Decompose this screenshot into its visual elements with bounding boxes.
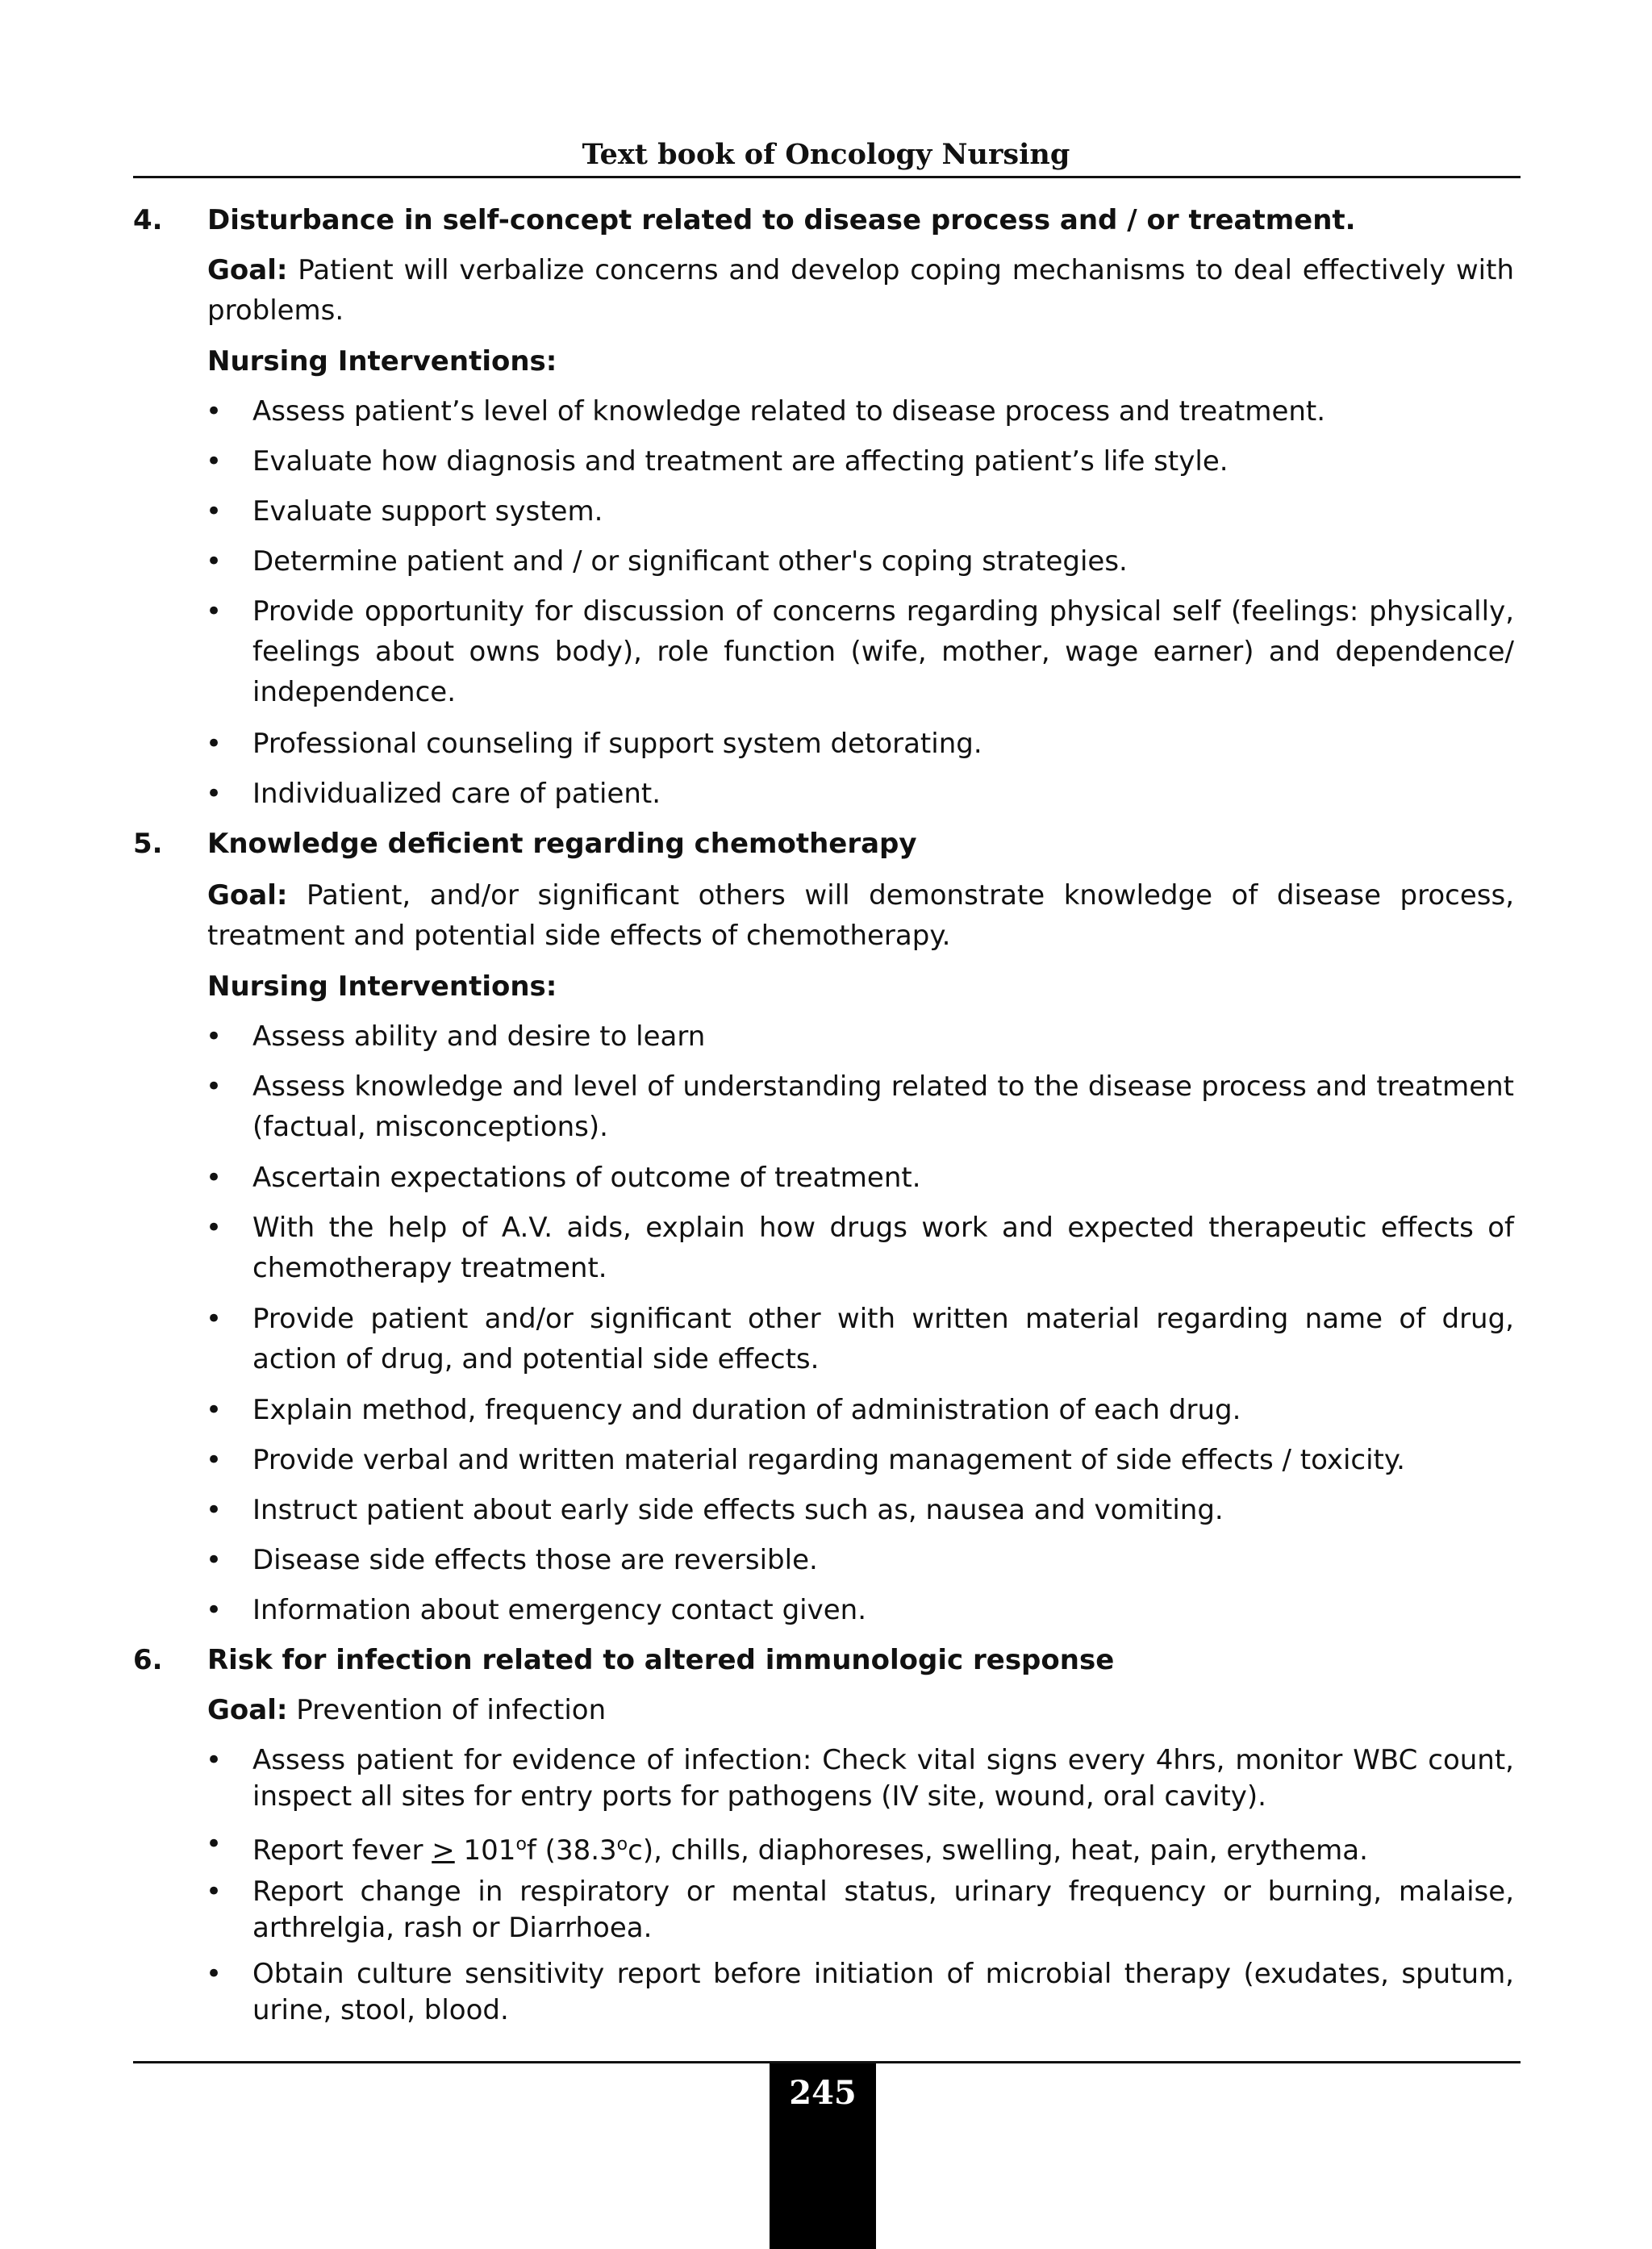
interventions-heading-4: Nursing Interventions: <box>207 345 557 378</box>
list-item <box>207 1208 1514 1288</box>
list-item <box>207 391 1514 432</box>
bullet-icon: • <box>206 445 223 478</box>
section-number: 4. <box>133 204 163 236</box>
interventions-heading-5: Nursing Interventions: <box>207 970 557 1003</box>
bullet-icon: • <box>206 495 223 528</box>
bullet-icon: • <box>206 1544 223 1576</box>
list-item <box>207 1066 1514 1147</box>
bullet-icon: • <box>206 1162 223 1194</box>
list-item-text: Assess patient’s level of knowledge related to disease process and treatment. <box>252 395 1326 428</box>
list-item <box>207 1440 1514 1480</box>
list-item-text: Report change in respiratory or mental status, urinary frequency or burning, malaise, arthrelgia, rash or Diarrhoea. <box>252 1876 1514 1944</box>
header-rule <box>133 176 1521 178</box>
bullet-icon: • <box>206 395 223 428</box>
list-item-fever <box>207 1826 1514 1869</box>
list-item-text: Evaluate how diagnosis and treatment are affecting patient’s life style. <box>252 445 1229 478</box>
fever-text-1: Report fever <box>252 1834 432 1867</box>
goal-text: Prevention of infection <box>287 1694 607 1726</box>
bullet-icon: • <box>206 728 223 760</box>
bullet-icon: • <box>206 595 223 628</box>
bullet-icon: • <box>206 545 223 578</box>
list-item-text: Evaluate support system. <box>252 495 603 528</box>
goal-text: Patient, and/or significant others will demonstrate knowledge of disease process, treatment and potential side effects of chemotherapy. <box>207 879 1514 952</box>
section-heading-5 <box>133 824 1521 864</box>
bullet-icon: • <box>206 1744 223 1776</box>
fever-text-3: f (38.3 <box>526 1834 617 1867</box>
goal-label: Goal: <box>207 254 288 286</box>
list-item-text: Explain method, frequency and duration of administration of each drug. <box>252 1394 1241 1426</box>
bullet-icon: • <box>206 1828 223 1860</box>
list-item-text: Information about emergency contact given. <box>252 1594 866 1626</box>
bullet-icon: • <box>206 1070 223 1103</box>
list-item <box>207 541 1514 582</box>
list-item-text: Determine patient and / or significant other's coping strategies. <box>252 545 1128 578</box>
goal-label: Goal: <box>207 1694 288 1726</box>
list-item-text: Ascertain expectations of outcome of treatment. <box>252 1162 921 1194</box>
list-item-text: Disease side effects those are reversible. <box>252 1544 818 1576</box>
list-item-text <box>252 1826 1514 1869</box>
section-heading-6 <box>133 1640 1521 1680</box>
list-item-text: With the help of A.V. aids, explain how drugs work and expected therapeutic effects of chemotherapy treatment. <box>252 1212 1514 1284</box>
section-number: 6. <box>133 1644 163 1676</box>
degree-symbol: o <box>515 1834 527 1855</box>
goal-label: Goal: <box>207 879 288 912</box>
list-item <box>207 1540 1514 1580</box>
bullet-icon: • <box>206 778 223 810</box>
list-item-text: Obtain culture sensitivity report before initiation of microbial therapy (exudates, sputum, urine, stool, blood. <box>252 1958 1514 2026</box>
list-item <box>207 1956 1514 2029</box>
bullet-icon: • <box>206 1594 223 1626</box>
fever-text-2: 101 <box>454 1834 516 1867</box>
goal-text: Patient will verbalize concerns and develop coping mechanisms to deal effectively with problems. <box>207 254 1514 327</box>
list-item <box>207 1390 1514 1430</box>
bullet-icon: • <box>206 1494 223 1526</box>
bullet-icon: • <box>206 1212 223 1244</box>
list-item-text: Assess knowledge and level of understanding related to the disease process and treatment (factual, misconceptions). <box>252 1070 1514 1143</box>
bullet-icon: • <box>206 1020 223 1053</box>
bullet-icon: • <box>206 1958 223 1990</box>
list-item <box>207 1299 1514 1379</box>
section-heading-4 <box>133 200 1521 240</box>
goal-paragraph-6 <box>207 1690 1514 1730</box>
running-header: Text book of Oncology Nursing <box>582 138 1070 171</box>
list-item <box>207 774 1514 814</box>
list-item-text: Provide patient and/or significant other with written material regarding name of drug, action of drug, and potential side effects. <box>252 1303 1514 1375</box>
greater-equal-symbol: > <box>432 1834 455 1867</box>
list-item-text: Assess ability and desire to learn <box>252 1020 706 1053</box>
list-item <box>207 491 1514 532</box>
bullet-icon: • <box>206 1444 223 1476</box>
list-item-text: Individualized care of patient. <box>252 778 661 810</box>
bullet-icon: • <box>206 1876 223 1908</box>
list-item-text: Provide verbal and written material regarding management of side effects / toxicity. <box>252 1444 1405 1476</box>
bullet-icon: • <box>206 1303 223 1335</box>
list-item <box>207 1158 1514 1198</box>
list-item-text: Assess patient for evidence of infection: Check vital signs every 4hrs, monitor WBC count, inspect all sites for entry ports for pathogens (IV site, wound, oral cavity). <box>252 1744 1514 1813</box>
list-item <box>207 724 1514 764</box>
fever-text-4: c), chills, diaphoreses, swelling, heat, pain, erythema. <box>628 1834 1368 1867</box>
page-number: 245 <box>789 2074 857 2112</box>
list-item <box>207 1590 1514 1630</box>
degree-symbol: o <box>616 1834 628 1855</box>
list-item <box>207 1490 1514 1530</box>
list-item <box>207 441 1514 482</box>
list-item-text: Instruct patient about early side effects such as, nausea and vomiting. <box>252 1494 1224 1526</box>
list-item-text: Provide opportunity for discussion of concerns regarding physical self (feelings: physically, feelings about owns body), role function (wife, mother, wage earner) and dependence/ independence. <box>252 595 1514 708</box>
section-title: Disturbance in self-concept related to disease process and / or treatment. <box>207 204 1356 236</box>
list-item <box>207 1874 1514 1946</box>
list-item <box>207 1742 1514 1815</box>
list-item <box>207 1016 1514 1057</box>
goal-paragraph-5 <box>207 875 1514 956</box>
goal-paragraph-4 <box>207 250 1514 331</box>
bullet-icon: • <box>206 1394 223 1426</box>
section-number: 5. <box>133 828 163 860</box>
list-item-text: Professional counseling if support system detorating. <box>252 728 982 760</box>
section-title: Risk for infection related to altered immunologic response <box>207 1644 1115 1676</box>
list-item <box>207 591 1514 712</box>
section-title: Knowledge deficient regarding chemotherapy <box>207 828 917 860</box>
